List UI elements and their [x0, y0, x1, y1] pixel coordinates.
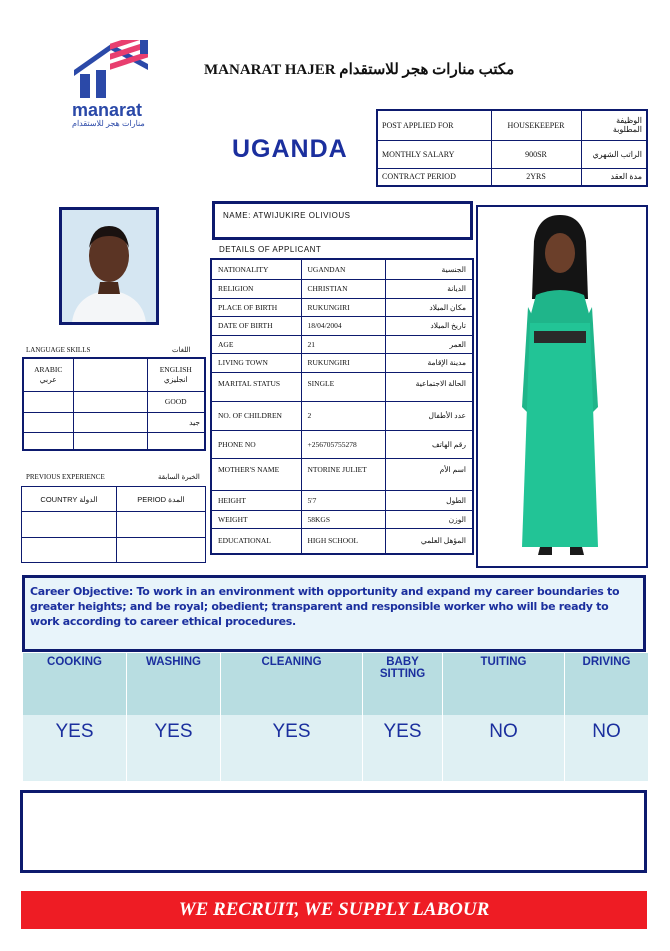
post-value: 900SR: [491, 140, 581, 168]
recruit-banner: WE RECRUIT, WE SUPPLY LABOUR: [21, 891, 647, 929]
detail-label: RELIGION: [211, 279, 301, 298]
detail-label: NATIONALITY: [211, 259, 301, 279]
detail-label-ar: مكان الميلاد: [385, 298, 473, 316]
detail-value: +256705755278: [301, 430, 385, 458]
skills-table: [22, 653, 648, 781]
experience-table: [21, 486, 206, 563]
skill-header: CLEANING: [221, 653, 363, 715]
skill-value: YES: [127, 715, 221, 781]
lang-arabic-ar: عربي: [39, 375, 57, 385]
detail-row: [211, 510, 473, 528]
post-value: HOUSEKEEPER: [491, 110, 581, 140]
detail-label: MARITAL STATUS: [211, 372, 301, 401]
detail-label: PHONE NO: [211, 430, 301, 458]
skill-header: BABY SITTING: [363, 653, 443, 715]
post-value: 2YRS: [491, 168, 581, 186]
country-title: UGANDA: [232, 135, 348, 163]
detail-value: 2: [301, 401, 385, 430]
details-table: [210, 258, 474, 555]
details-label: DETAILS OF APPLICANT: [219, 245, 322, 254]
post-label-ar: الراتب الشهري: [581, 140, 647, 168]
detail-row: [211, 259, 473, 279]
post-row: [377, 110, 647, 140]
detail-value: SINGLE: [301, 372, 385, 401]
detail-label: WEIGHT: [211, 510, 301, 528]
detail-label: PLACE OF BIRTH: [211, 298, 301, 316]
career-objective: Career Objective: To work in an environment with opportunity and expand my career boundaries to greater heights; and be royal; obedient; transparent and responsible worker who will be ready to work according to career ethical procedures.: [22, 575, 646, 652]
detail-row: [211, 401, 473, 430]
detail-value: NTORINE JULIET: [301, 458, 385, 490]
previous-experience-label: PREVIOUS EXPERIENCE: [26, 473, 105, 481]
skill-value: NO: [443, 715, 565, 781]
post-label: POST APPLIED FOR: [377, 110, 491, 140]
detail-label-ar: تاريخ الميلاد: [385, 316, 473, 335]
language-skills-label: LANGUAGE SKILLS: [26, 346, 91, 354]
detail-value: UGANDAN: [301, 259, 385, 279]
lang-english-cell: [147, 358, 205, 392]
detail-row: [211, 490, 473, 510]
language-table: [22, 357, 206, 451]
detail-label: DATE OF BIRTH: [211, 316, 301, 335]
detail-label-ar: عدد الأطفال: [385, 401, 473, 430]
lang-arabic-cell: [23, 358, 73, 392]
detail-label-ar: رقم الهاتف: [385, 430, 473, 458]
lang-english-ar: انجليزي: [163, 375, 188, 385]
post-row: [377, 168, 647, 186]
detail-label: NO. OF CHILDREN: [211, 401, 301, 430]
detail-row: [211, 316, 473, 335]
detail-row: [211, 372, 473, 401]
detail-value: 5'7: [301, 490, 385, 510]
skill-value: YES: [221, 715, 363, 781]
lang-english-level: GOOD: [147, 392, 205, 412]
detail-label-ar: المؤهل العلمي: [385, 528, 473, 554]
detail-label-ar: الحالة الاجتماعية: [385, 372, 473, 401]
lang-arabic-value: [73, 358, 147, 392]
detail-row: [211, 528, 473, 554]
remarks-box: [20, 790, 647, 873]
detail-row: [211, 298, 473, 316]
company-title: MANARAT HAJER مكتب منارات هجر للاستقدام: [204, 62, 515, 78]
detail-label-ar: الديانة: [385, 279, 473, 298]
skill-value: YES: [23, 715, 127, 781]
detail-row: [211, 279, 473, 298]
skill-header: COOKING: [23, 653, 127, 715]
detail-row: [211, 430, 473, 458]
detail-label-ar: الجنسية: [385, 259, 473, 279]
detail-label-ar: اسم الأم: [385, 458, 473, 490]
post-label: MONTHLY SALARY: [377, 140, 491, 168]
skill-header: DRIVING: [565, 653, 649, 715]
detail-value: HIGH SCHOOL: [301, 528, 385, 554]
exp-period-header: PERIOD المدة: [117, 487, 206, 512]
detail-value: 18/04/2004: [301, 316, 385, 335]
detail-value: RUKUNGIRI: [301, 298, 385, 316]
detail-value: RUKUNGIRI: [301, 353, 385, 372]
detail-label-ar: مدينة الإقامة: [385, 353, 473, 372]
passport-photo: [59, 207, 159, 325]
skill-value: NO: [565, 715, 649, 781]
lang-english-level-ar: جيد: [147, 412, 205, 432]
skill-header: WASHING: [127, 653, 221, 715]
detail-row: [211, 353, 473, 372]
detail-label-ar: الوزن: [385, 510, 473, 528]
detail-label: EDUCATIONAL: [211, 528, 301, 554]
detail-label: MOTHER'S NAME: [211, 458, 301, 490]
skill-value: YES: [363, 715, 443, 781]
lang-english: ENGLISH: [159, 365, 192, 375]
logo-text: manarat: [72, 100, 143, 120]
detail-label-ar: الطول: [385, 490, 473, 510]
post-row: [377, 140, 647, 168]
detail-row: [211, 335, 473, 353]
detail-value: 21: [301, 335, 385, 353]
post-table: [376, 109, 648, 187]
logo-subtext: منارات هجر للاستقدام: [72, 119, 145, 128]
detail-value: 58KGS: [301, 510, 385, 528]
full-body-photo: [476, 205, 648, 568]
post-label-ar: الوظيفة المطلوبة: [581, 110, 647, 140]
detail-value: CHRISTIAN: [301, 279, 385, 298]
skill-header: TUITING: [443, 653, 565, 715]
lang-arabic: ARABIC: [34, 365, 63, 375]
previous-experience-label-ar: الخبرة السابقة: [158, 474, 200, 481]
detail-label: LIVING TOWN: [211, 353, 301, 372]
applicant-name: NAME: ATWIJUKIRE OLIVIOUS: [212, 201, 473, 240]
post-label: CONTRACT PERIOD: [377, 168, 491, 186]
detail-label: AGE: [211, 335, 301, 353]
post-label-ar: مدة العقد: [581, 168, 647, 186]
detail-label-ar: العمر: [385, 335, 473, 353]
detail-row: [211, 458, 473, 490]
exp-country-header: COUNTRY الدولة: [22, 487, 117, 512]
language-skills-label-ar: اللغات: [172, 347, 191, 354]
detail-label: HEIGHT: [211, 490, 301, 510]
